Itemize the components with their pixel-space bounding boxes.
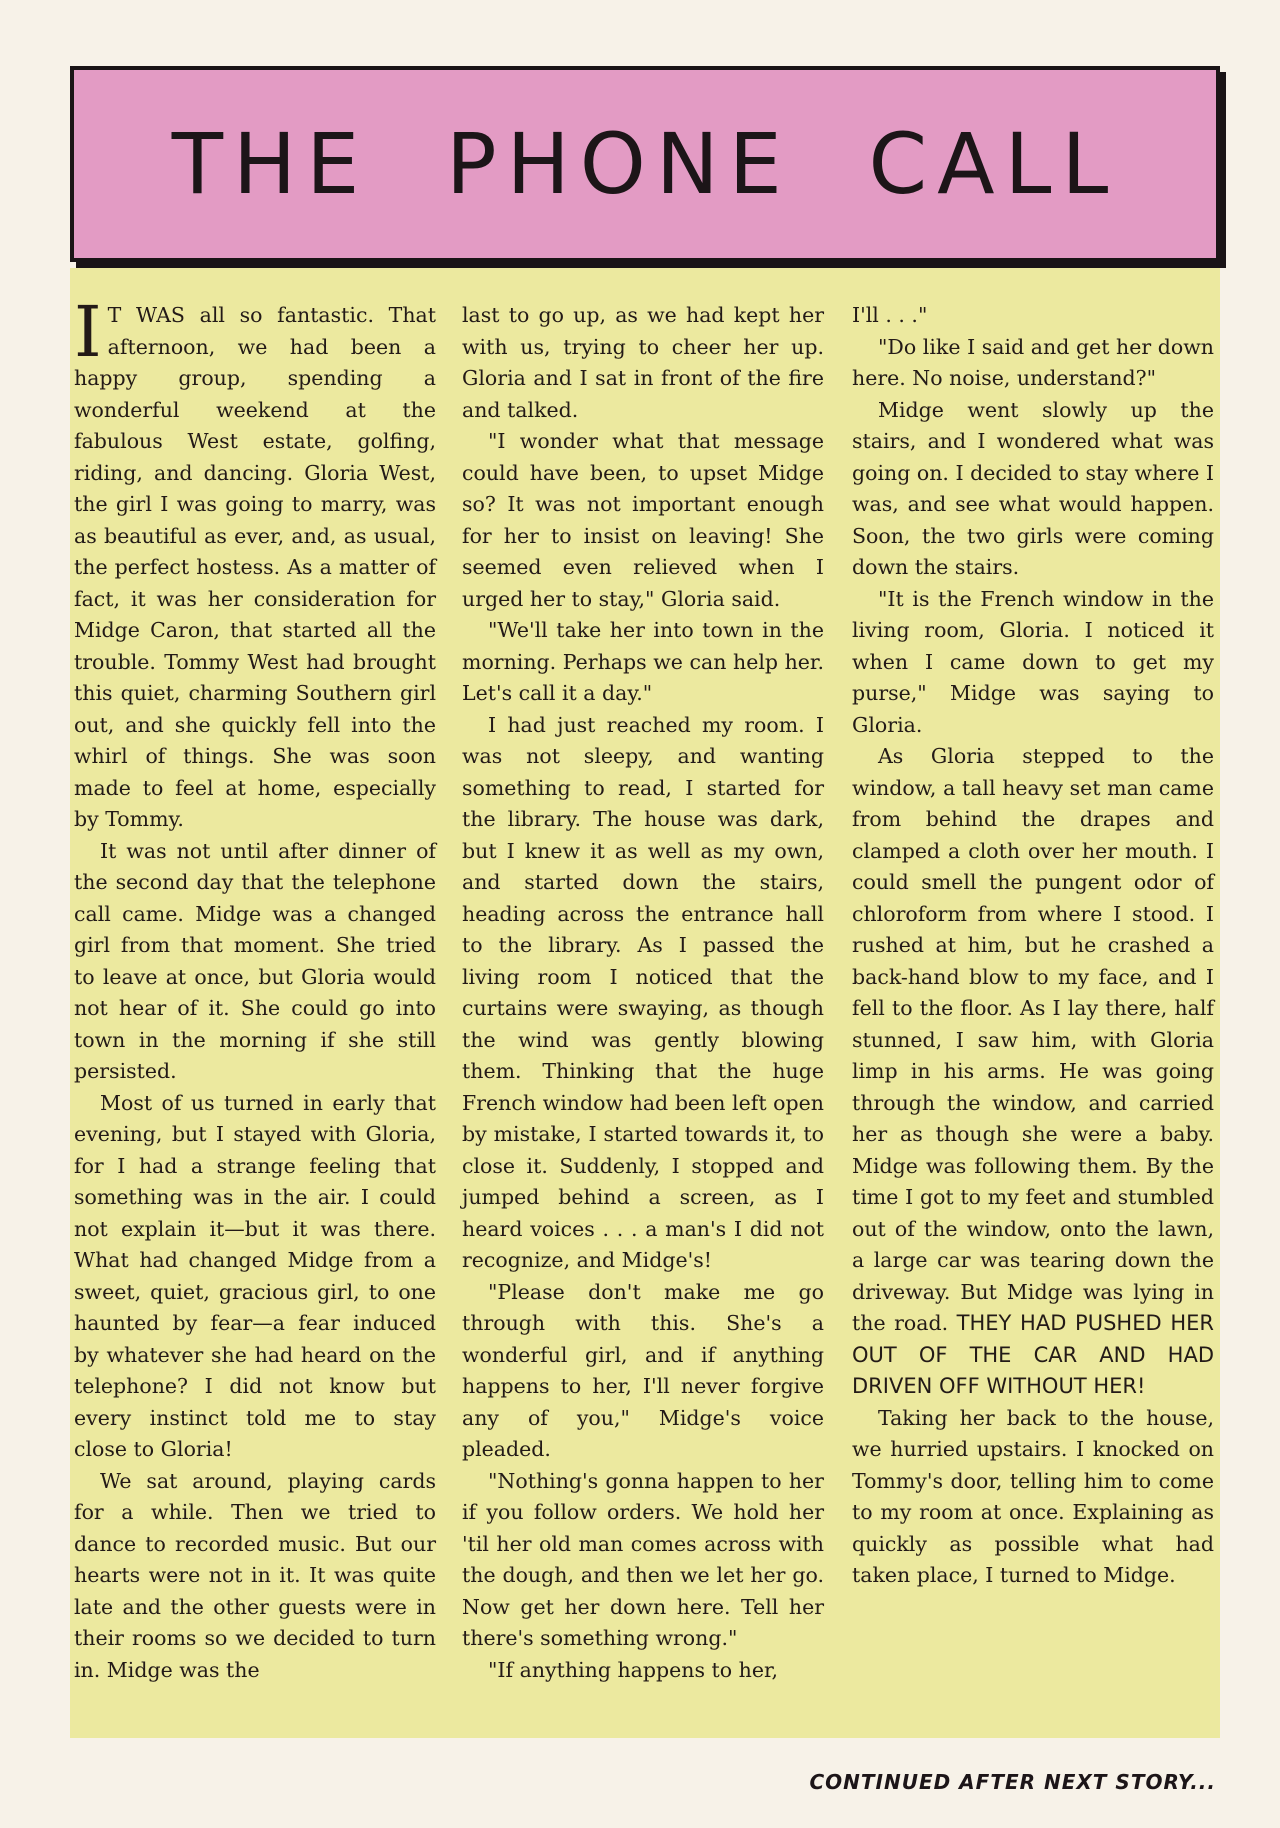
paragraph: It was not until after dinner of the second day that the telephone call came. Midge was a changed girl from that moment. She tried to leave at once, but Gloria would not hear of it. She could go into town in the morning if she still persisted. [74,838,436,1083]
paragraph: "We'll take her into town in the morning. Perhaps we can help her. Let's call it a day." [462,618,824,705]
paragraph-text: As Gloria stepped to the window, a tall heavy set man came from behind the drapes and clamped a cloth over her mouth. I could smell the pungent odor of chloroform from where I stood. I rushed at him, but he crashed a back-hand blow to my face, and I fell to the floor. As I lay there, half stunned, I saw him, with Gloria limp in his arms. He was going through the window, and carried her as though she were a baby. Midge was following them. By the time I got to my feet and stumbled out of the window, onto the lawn, a large car was tearing down the driveway. But Midge was lying in the road. [852,744,1214,1335]
paragraph: "If anything happens to her, [488,1657,779,1682]
paragraph: "Nothing's gonna happen to her if you follow orders. We hold her 'til her old man comes across with the dough, and then we let her go. Now get her down here. Tell her there's something wrong." [462,1468,824,1650]
story-title: THE PHONE CALL [171,115,1119,213]
paragraph-text: T WAS all so fantastic. That afternoon, we had been a happy group, spending a wonderful weekend at the fabulous West estate, golfing, riding, and dancing. Gloria West, the girl I was going to marry, was as beautiful as ever, and, as usual, the perfect hostess. As a matter of fact, it was her consideration for Midge Caron, that started all the trouble. Tommy West had brought this quiet, charming Southern girl out, and she quickly fell into the whirl of things. She was soon made to feel at home, especially by Tommy. [74,303,436,831]
paragraph: I'll . . ." [852,303,928,327]
paragraph: "I wonder what that message could have been, to upset Midge so? It was not important enough for her to insist on leaving! She seemed even relieved when I urged her to stay," Gloria said. [462,429,824,611]
emphasis-text: THEY HAD PUSHED HER OUT OF THE CAR AND HAD DRIVEN OFF WITHOUT HER! [852,1311,1214,1398]
continued-note: CONTINUED AFTER NEXT STORY... [809,1770,1216,1794]
title-banner [70,66,1220,262]
column-1 [74,291,436,1686]
paragraph: We sat around, playing cards for a while. Then we tried to dance to recorded music. But our hearts were not in it. It was quite late and the other guests were in their rooms so we decided to turn in. Midge was the [74,1468,436,1682]
paragraph: I had just reached my room. I was not sleepy, and wanting something to read, I started for the library. The house was dark, but I knew it as well as my own, and started down the stairs, heading across the entrance hall to the library. As I passed the living room I noticed that the curtains were swaying, as though the wind was gently blowing them. Thinking that the huge French window had been left open by mistake, I started towards it, to close it. Suddenly, I stopped and jumped behind a screen, as I heard voices . . . a man's I did not recognize, and Midge's! [462,712,824,1272]
paragraph [852,741,1214,1403]
paragraph: "Please don't make me go through with this. She's a wonderful girl, and if anything happens to her, I'll never forgive any of you," Midge's voice pleaded. [462,1279,824,1461]
paragraph: "Do like I said and get her down here. No noise, understand?" [852,334,1214,390]
paragraph [74,291,436,836]
paragraph: Midge went slowly up the stairs, and I wondered what was going on. I decided to stay where I was, and see what would happen. Soon, the two girls were coming down the stairs. [852,397,1214,579]
column-3 [852,300,1214,1592]
paragraph: last to go up, as we had kept her with us, trying to cheer her up. Gloria and I sat in front of the fire and talked. [462,303,824,422]
drop-cap: I [74,291,102,373]
column-2 [462,300,824,1686]
paragraph: Taking her back to the house, we hurried upstairs. I knocked on Tommy's door, telling him to come to my room at once. Explaining as quickly as possible what had taken place, I turned to Midge. [852,1405,1214,1587]
paragraph: "It is the French window in the living room, Gloria. I noticed it when I came down to get my purse," Midge was saying to Gloria. [852,586,1214,737]
paragraph: Most of us turned in early that evening, but I stayed with Gloria, for I had a strange feeling that something was in the air. I could not explain it—but it was there. What had changed Midge from a sweet, quiet, gracious girl, to one haunted by fear—a fear induced by whatever she had heard on the telephone? I did not know but every instinct told me to stay close to Gloria! [74,1090,436,1461]
